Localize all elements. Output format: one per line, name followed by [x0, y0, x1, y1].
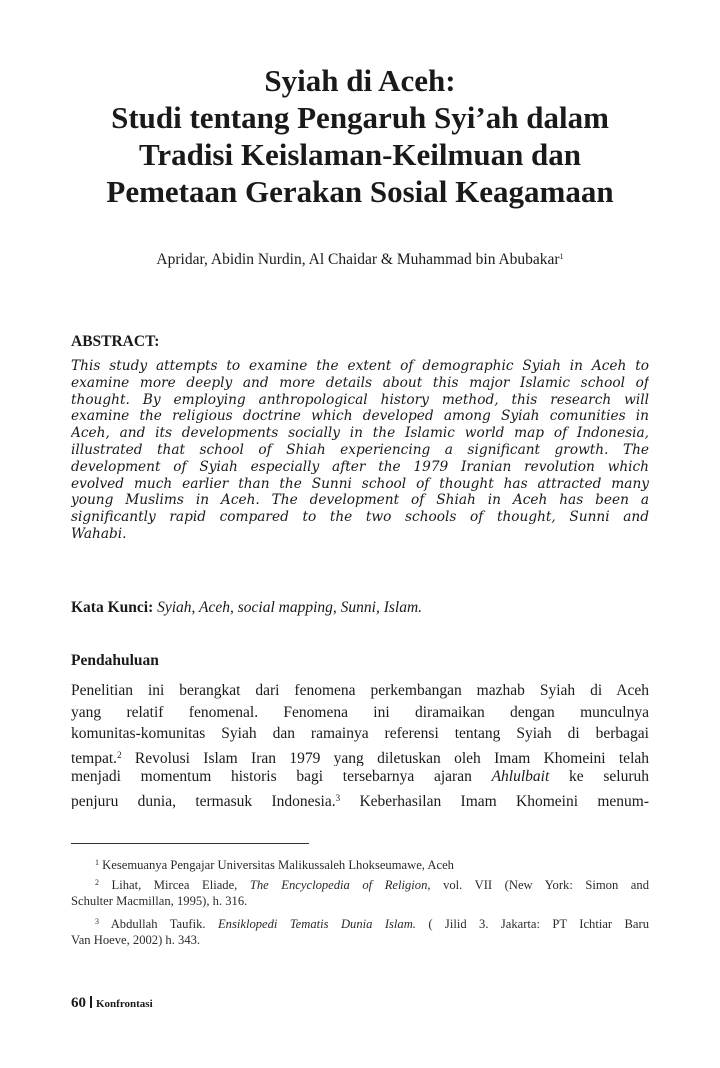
footnote-mark: 1 [559, 252, 564, 261]
abstract-line: development of Syiah especially after the 1979 Iranian revolution which [71, 458, 649, 475]
footnote-text: Lihat, Mircea Eliade, [99, 877, 250, 892]
body-line [71, 788, 649, 810]
abstract-heading: ABSTRACT: [71, 333, 160, 350]
body-text-segment: tempat. [71, 749, 118, 766]
body-text-segment: menjadi momentum historis bagi tersebarnya ajaran [71, 768, 492, 785]
page-footer [71, 994, 153, 1012]
author-list [60, 247, 660, 270]
footnote-mark: 3 [95, 916, 99, 926]
keywords-label: Kata Kunci: [71, 599, 154, 616]
abstract-line: examine more deeply and more details about this major Islamic school of [71, 374, 649, 391]
footnote-text: , vol. VII (New York: Simon and [427, 877, 649, 892]
footnote-text: ( Jilid 3. Jakarta: PT Ichtiar Baru [415, 916, 649, 931]
title-line: Pemetaan Gerakan Sosial Keagamaan [106, 174, 614, 209]
title-line: Tradisi Keislaman-Keilmuan dan [138, 137, 582, 172]
page-number: 60 [71, 995, 86, 1011]
abstract-line: evolved much earlier than the Sunni school of thought has attracted many [71, 475, 649, 492]
body-text-segment: Revolusi Islam Iran 1979 yang diletuskan oleh Imam Khomeini telah [121, 749, 649, 766]
abstract-line: This study attempts to examine the extent of demographic Syiah in Aceh to [71, 358, 649, 374]
footnote-1 [71, 853, 649, 873]
footer-separator [90, 996, 92, 1008]
abstract-line: Wahabi. [71, 525, 127, 542]
authors-text: Apridar, Abidin Nurdin, Al Chaidar & Muhammad bin Abubakar [156, 251, 560, 268]
footnote-title: The Encyclopedia of Religion [249, 877, 428, 892]
section-heading: Pendahuluan [71, 652, 159, 669]
footnote-title: Ensiklopedi Tematis Dunia Islam. [217, 916, 416, 931]
footnote-mark: 2 [95, 877, 99, 887]
abstract-line: Aceh, and its developments socially in the Islamic world map of Indonesia, [71, 425, 649, 442]
footnote-text: Abdullah Taufik. [99, 916, 218, 931]
footnote-mark: 2 [117, 749, 122, 760]
footnote-3 [71, 912, 649, 932]
paper-title [60, 62, 660, 210]
abstract-line: thought. By employing anthropological history method, this research will [71, 391, 649, 408]
journal-name: Konfrontasi [96, 998, 153, 1010]
body-line [71, 745, 649, 767]
footnote-2 [71, 873, 649, 893]
emphasis-term: Ahlulbait [491, 768, 550, 785]
body-line: Penelitian ini berangkat dari fenomena perkembangan mazhab Syiah di Aceh [71, 682, 649, 699]
title-line: Syiah di Aceh: [264, 63, 456, 98]
abstract-line: illustrated that school of Shiah experiencing a significant growth. The [71, 441, 649, 458]
body-text [71, 680, 649, 809]
footnote-mark: 1 [95, 858, 99, 867]
abstract-body [71, 358, 649, 543]
footnote-2-continued: Schulter Macmillan, 1995), h. 316. [71, 894, 248, 908]
abstract-line: examine the religious doctrine which developed among Syiah comunities in [71, 408, 649, 425]
body-line [71, 766, 649, 788]
body-line: yang relatif fenomenal. Fenomena ini diramaikan dengan munculnya [71, 703, 649, 721]
footnote-3-continued: Van Hoeve, 2002) h. 343. [71, 933, 201, 947]
body-text-segment: penjuru dunia, termasuk Indonesia. [71, 792, 336, 809]
footnotes [71, 853, 649, 951]
abstract-line: young Muslims in Aceh. The development of Shiah in Aceh has been a [71, 492, 649, 509]
footnote-divider [71, 843, 309, 844]
body-text-segment: Keberhasilan Imam Khomeini menum- [340, 792, 649, 809]
keywords [71, 598, 649, 618]
keywords-value: Syiah, Aceh, social mapping, Sunni, Islam. [157, 599, 423, 616]
footnote-mark: 3 [335, 792, 341, 803]
body-text-segment: ke seluruh [549, 768, 649, 785]
footnote-text: Kesemuanya Pengajar Universitas Malikussaleh Lhokseumawe, Aceh [99, 858, 454, 872]
title-line: Studi tentang Pengaruh Syi’ah dalam [111, 100, 609, 135]
body-line: komunitas-komunitas Syiah dan ramainya referensi tentang Syiah di berbagai [71, 725, 649, 742]
abstract-line: significantly rapid compared to the two schools of thought, Sunni and [71, 509, 649, 526]
